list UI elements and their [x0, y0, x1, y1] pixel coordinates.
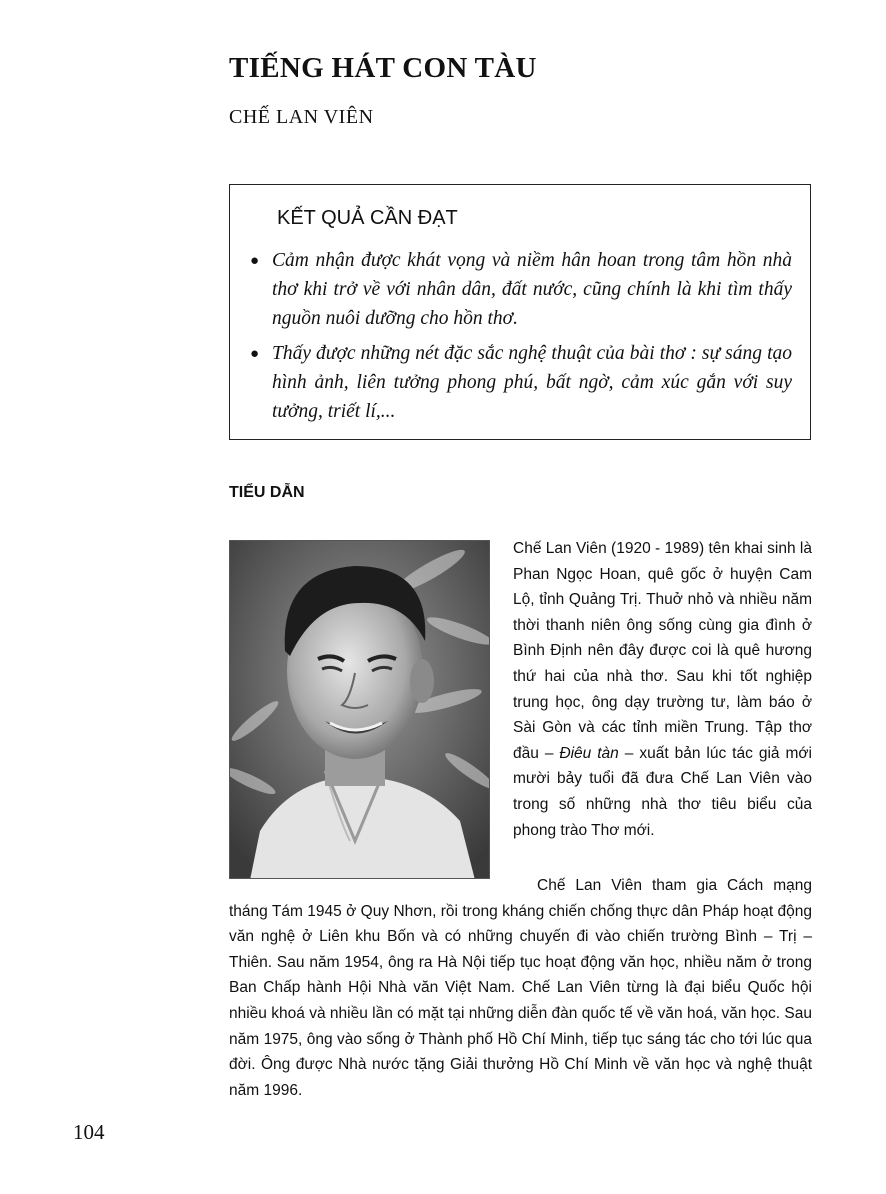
book-title-dieu-tan: Điêu tàn [559, 744, 619, 762]
page-title: TIẾNG HÁT CON TÀU [229, 52, 537, 84]
intro-paragraph-2: Chế Lan Viên tham gia Cách mạng tháng Tám 1945 ở Quy Nhơn, rồi trong kháng chiến chống thực dân Pháp hoạt động văn nghệ ở Liên khu Bốn và có những chuyến đi vào chiến trường Bình – Trị – Thiên. Sau năm 1954, ông ra Hà Nội tiếp tục hoạt động văn học, nhiều năm ở trong Ban Chấp hành Hội Nhà văn Việt Nam. Chế Lan Viên từng là đại biểu Quốc hội nhiều khoá và nhiều lần có mặt tại những diễn đàn quốc tế về văn hoá, văn học. Sau năm 1975, ông vào sống ở Thành phố Hồ Chí Minh, tiếp tục sáng tác cho tới lúc qua đời. Ông được Nhà nước tặng Giải thưởng Hồ Chí Minh về văn học và nghệ thuật năm 1996. [229, 877, 812, 1099]
learning-goals-box [229, 184, 811, 440]
learning-goal-item: Cảm nhận được khát vọng và niềm hân hoan trong tâm hồn nhà thơ khi trở về với nhân dân, đất nước, cũng chính là khi tìm thấy nguồn nuôi dưỡng cho hồn thơ. [272, 250, 792, 329]
intro-text: Chế Lan Viên (1920 - 1989) tên khai sinh là Phan Ngọc Hoan, quê gốc ở huyện Cam Lộ, tỉnh Quảng Trị. Thuở nhỏ và nhiều năm thời thanh niên ông sống cùng gia đình ở Bình Định nên đây được coi là quê hương thứ hai của nhà thơ. Sau khi tốt nghiệp trung học, ông dạy trường tư, làm báo ở Sài Gòn và các tỉnh miền Trung. Tập thơ đầu – [513, 540, 812, 762]
bullet-icon: ● [250, 252, 260, 269]
bullet-icon: ● [250, 345, 260, 362]
author-portrait-photo [229, 540, 490, 879]
intro-text: – xuất bản lúc tác giả mới mười bảy tuổi đã đưa Chế Lan Viên vào trong số những nhà thơ tiêu biểu của phong trào Thơ mới. [513, 744, 812, 839]
section-heading: TIỂU DẪN [229, 484, 305, 501]
author-name: CHẾ LAN VIÊN [229, 106, 374, 128]
page-number: 104 [73, 1120, 105, 1144]
learning-goals-heading: KẾT QUẢ CẦN ĐẠT [277, 207, 458, 229]
intro-paragraph-1 [513, 536, 812, 843]
learning-goal-item: Thấy được những nét đặc sắc nghệ thuật của bài thơ : sự sáng tạo hình ảnh, liên tưởng phong phú, bất ngờ, cảm xúc gắn với suy tưởng, triết lí,... [272, 343, 792, 422]
